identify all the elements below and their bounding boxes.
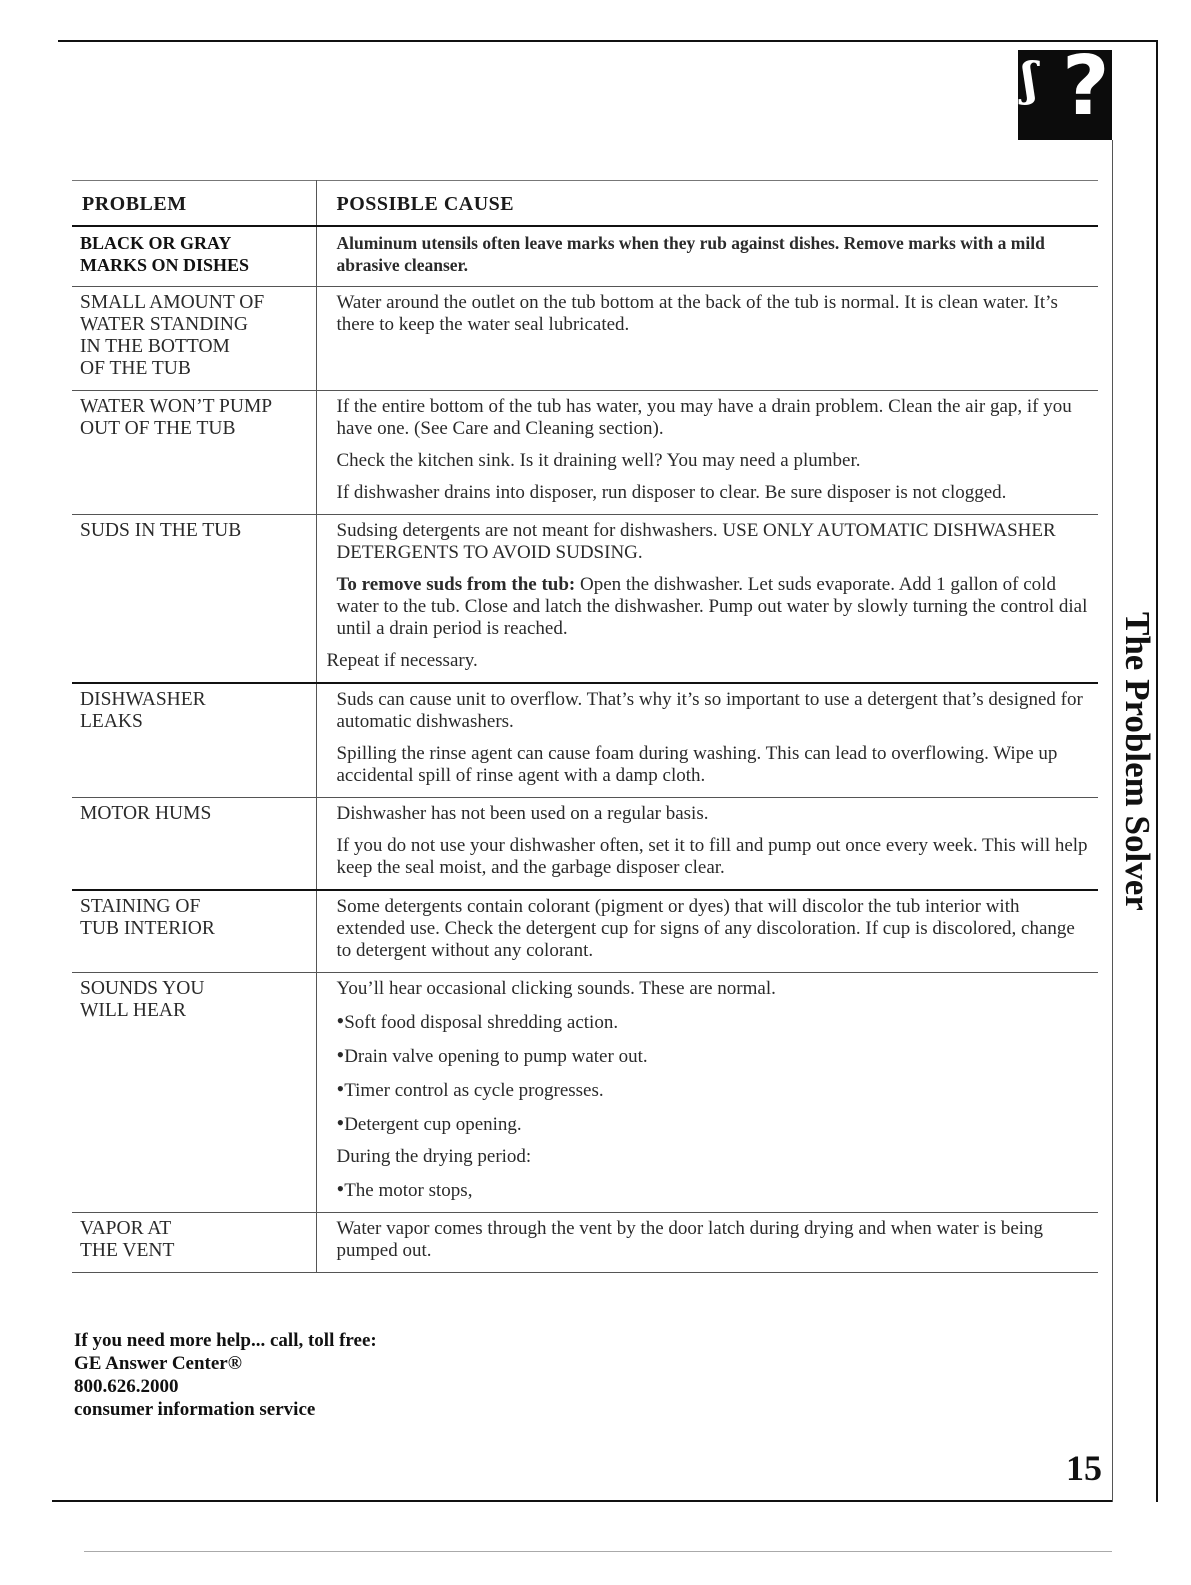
list-item: • Drain valve opening to pump water out. (337, 1044, 1091, 1068)
problem-cell: STAINING OF TUB INTERIOR (80, 896, 215, 939)
cause-cell (316, 287, 1098, 391)
table-row (72, 1213, 1098, 1273)
list-item: • Soft food disposal shredding action. (337, 1010, 1091, 1034)
problem-cell: SOUNDS YOU WILL HEAR (80, 978, 205, 1021)
cause-text: Water around the outlet on the tub bottom at the back of the tub is normal. It is clean water. It’s there to keep the water seal lubricated. (336, 292, 1058, 335)
help-contact-block (74, 1329, 594, 1421)
remove-suds-label: To remove suds from the tub: (336, 574, 576, 595)
cause-text: Aluminum utensils often leave marks when they rub against dishes. Remove marks with a mild abrasive cleanser. (336, 233, 1045, 275)
side-tab-rule (1112, 140, 1113, 1502)
problem-solver-table (72, 180, 1098, 1273)
cause-cell (316, 1213, 1098, 1273)
hook-glyph: ʃ (1022, 52, 1038, 106)
cause-cell (316, 391, 1098, 515)
table-row (72, 890, 1098, 973)
cause-cell (316, 683, 1098, 798)
cause-text: Spilling the rinse agent can cause foam during washing. This can lead to overflowing. Wipe up accidental spill of rinse agent with a damp cloth. (336, 743, 1058, 786)
footer-rule (84, 1551, 1112, 1552)
answer-center-name: GE Answer Center® (74, 1353, 242, 1374)
cause-text: Some detergents contain colorant (pigment or dyes) that will discolor the tub interior with extended use. Check the detergent cup for signs of any discoloration. If cup is discolored, change to detergent without any colorant. (336, 896, 1075, 961)
problem-cell: WATER WON’T PUMP OUT OF THE TUB (80, 396, 273, 439)
header-problem: PROBLEM (72, 181, 316, 227)
table-row (72, 391, 1098, 515)
remove-suds-text: Open the dishwasher. Let suds evaporate. Add 1 gallon of cold water to the tub. Close and latch the dishwasher. Pump out water by slowly turning the control dial until a drain period is reached. (336, 574, 1088, 639)
table-row (72, 973, 1098, 1213)
service-label: consumer information service (74, 1399, 316, 1420)
table-row (72, 287, 1098, 391)
cause-cell (316, 973, 1098, 1213)
question-mark-icon (1018, 50, 1112, 140)
header-possible-cause: POSSIBLE CAUSE (316, 181, 1098, 227)
cause-text: Dishwasher has not been used on a regular basis. (336, 803, 709, 824)
table-header-row (72, 181, 1098, 227)
table-row (72, 226, 1098, 287)
cause-cell (316, 798, 1098, 891)
cause-text: Check the kitchen sink. Is it draining well? You may need a plumber. (336, 450, 861, 471)
phone-number: 800.626.2000 (74, 1376, 179, 1397)
cause-text: You’ll hear occasional clicking sounds. These are normal. (336, 978, 776, 999)
top-rule (58, 40, 1158, 42)
cause-text: Repeat if necessary. (326, 650, 478, 671)
list-item: • Detergent cup opening. (337, 1112, 1091, 1136)
cause-text: If you do not use your dishwasher often, set it to fill and pump out once every week. This will help keep the seal moist, and the garbage disposer clear. (336, 835, 1088, 878)
page-number: 15 (1066, 1448, 1102, 1488)
cause-text: If dishwasher drains into disposer, run disposer to clear. Be sure disposer is not clogged. (336, 482, 1007, 503)
cause-text (337, 574, 1091, 640)
list-item: • Timer control as cycle progresses. (337, 1078, 1091, 1102)
problem-cell: BLACK OR GRAY MARKS ON DISHES (80, 233, 250, 275)
section-title-vertical: The Problem Solver (1118, 612, 1157, 911)
help-intro: If you need more help... call, toll free: (74, 1330, 377, 1351)
cause-text: Water vapor comes through the vent by the door latch during drying and when water is being pumped out. (336, 1218, 1044, 1261)
cause-cell (316, 515, 1098, 684)
question-glyph: ? (1062, 50, 1110, 134)
problem-cell: VAPOR AT THE VENT (80, 1218, 175, 1261)
cause-text: If the entire bottom of the tub has water, you may have a drain problem. Clean the air gap, if you have one. (See Care and Cleaning section). (336, 396, 1072, 439)
problem-cell: DISHWASHER LEAKS (80, 689, 206, 732)
table-row (72, 683, 1098, 798)
cause-text: Suds can cause unit to overflow. That’s why it’s so important to use a detergent that’s designed for automatic dishwashers. (336, 689, 1083, 732)
table-row (72, 515, 1098, 684)
problem-cell: SUDS IN THE TUB (80, 520, 242, 541)
problem-cell: SMALL AMOUNT OF WATER STANDING IN THE BOTTOM OF THE TUB (80, 292, 265, 379)
drying-period-label: During the drying period: (336, 1146, 532, 1167)
problem-cell: MOTOR HUMS (80, 803, 212, 824)
table-row (72, 798, 1098, 891)
cause-cell (316, 226, 1098, 287)
list-item: • The motor stops, (337, 1178, 1091, 1202)
bottom-rule (52, 1500, 1112, 1502)
cause-cell (316, 890, 1098, 973)
cause-text: Sudsing detergents are not meant for dishwashers. USE ONLY AUTOMATIC DISHWASHER DETERGENTS TO AVOID SUDSING. (336, 520, 1056, 563)
